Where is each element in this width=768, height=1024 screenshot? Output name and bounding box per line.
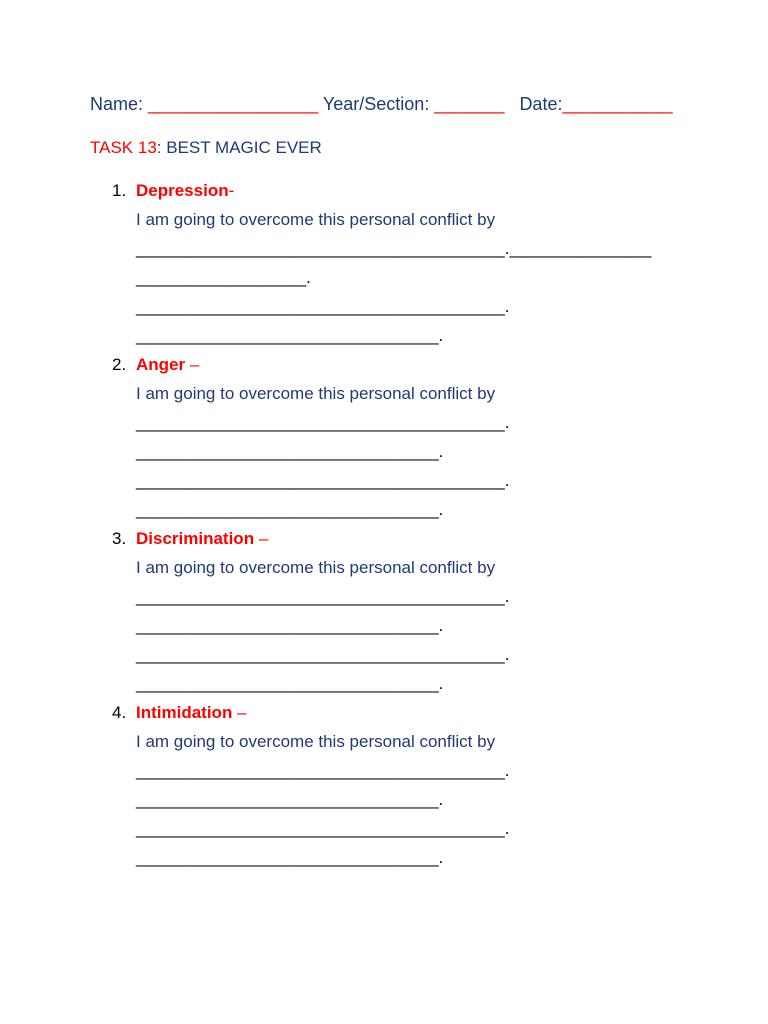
- answer-line: ________________________________.: [136, 790, 444, 809]
- item-topic: Depression: [136, 181, 229, 200]
- year-section-blank: _______: [434, 94, 505, 114]
- task-number: TASK 13: [90, 138, 157, 157]
- item-separator: -: [228, 181, 235, 200]
- item-body: [136, 524, 696, 698]
- name-label: Name:: [90, 94, 144, 114]
- item-topic: Anger: [136, 355, 186, 374]
- item-number: 2.: [112, 355, 127, 374]
- item-body: [136, 698, 696, 872]
- task-name: : BEST MAGIC EVER: [156, 138, 322, 157]
- item-separator: –: [232, 703, 247, 722]
- item-separator: –: [254, 529, 269, 548]
- answer-line: _______________________________________.: [136, 645, 510, 664]
- date-label: Date:: [519, 94, 563, 114]
- answer-line: _______________________________________.: [136, 413, 510, 432]
- answer-line: _______________________________________.: [136, 819, 510, 838]
- item-prompt: I am going to overcome this personal conflict by: [136, 558, 496, 577]
- item-prompt: I am going to overcome this personal conflict by: [136, 732, 496, 751]
- answer-line: __________________.: [136, 268, 311, 287]
- task-title: [90, 138, 322, 158]
- item-number: 4.: [112, 703, 127, 722]
- item-body: [136, 176, 696, 350]
- answer-line: ________________________________.: [136, 848, 444, 867]
- answer-line: ________________________________.: [136, 674, 444, 693]
- answer-line: _______________________________________.: [136, 471, 510, 490]
- header-fields: [90, 94, 673, 115]
- item-topic: Discrimination: [136, 529, 255, 548]
- item-prompt: I am going to overcome this personal conflict by: [136, 210, 496, 229]
- item-topic: Intimidation: [136, 703, 233, 722]
- answer-line: ________________________________.: [136, 442, 444, 461]
- year-section-label: Year/Section:: [322, 94, 430, 114]
- item-separator: –: [185, 355, 200, 374]
- answer-line: _______________________________________.: [136, 297, 510, 316]
- item-number: 3.: [112, 529, 127, 548]
- answer-line: ________________________________.: [136, 326, 444, 345]
- date-blank: ___________: [562, 94, 673, 114]
- name-blank: _________________: [148, 94, 319, 114]
- item-body: [136, 350, 696, 524]
- answer-line: _______________________________________.: [136, 761, 510, 780]
- answer-line: _______________________________________._______________: [136, 239, 652, 258]
- answer-line: _______________________________________.: [136, 587, 510, 606]
- answer-line: ________________________________.: [136, 616, 444, 635]
- answer-line: ________________________________.: [136, 500, 444, 519]
- item-number: 1.: [112, 181, 127, 200]
- item-prompt: I am going to overcome this personal conflict by: [136, 384, 496, 403]
